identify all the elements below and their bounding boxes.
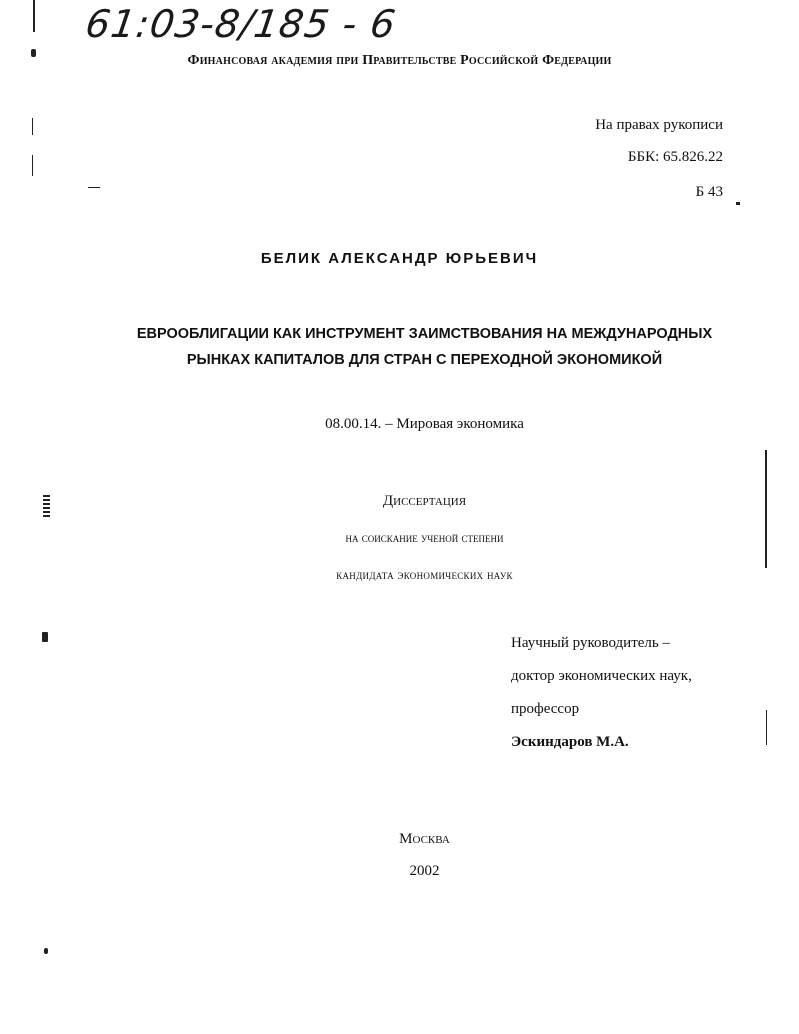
- degree-line-1: на соискание ученой степени: [345, 530, 504, 545]
- scan-mark-left-bottom: [44, 948, 48, 954]
- dissertation-title: [0, 321, 799, 373]
- document-type: Диссертация: [382, 493, 467, 509]
- institution-name: Финансовая академия при Правительстве Российской Федерации: [187, 53, 612, 68]
- title-line-2: РЫНКАХ КАПИТАЛОВ ДЛЯ СТРАН С ПЕРЕХОДНОЙ ЭКОНОМИКОЙ: [186, 352, 663, 368]
- scan-mark-right-line-2: [766, 710, 767, 745]
- scan-mark-dash: [88, 187, 100, 188]
- scan-mark-arrow: [42, 632, 48, 642]
- author-code: Б 43: [695, 184, 723, 200]
- scan-mark-right-line-1: [765, 450, 767, 568]
- bbk-code: ББК: 65.826.22: [627, 149, 723, 165]
- rights-note: На правах рукописи: [595, 117, 723, 133]
- specialty: 08.00.14. – Мировая экономика: [325, 416, 524, 432]
- scan-mark-left-dot: [31, 49, 36, 57]
- degree-line-2: кандидата экономических наук: [336, 567, 513, 582]
- scan-mark-left-binding: [43, 495, 50, 517]
- scan-mark-left-top: [33, 0, 35, 32]
- advisor-title: профессор: [511, 701, 580, 717]
- scan-mark-right-dot: [736, 202, 740, 205]
- scan-mark-left-line-2: [32, 155, 33, 176]
- title-line-1: ЕВРООБЛИГАЦИИ КАК ИНСТРУМЕНТ ЗАИМСТВОВАНИЯ НА МЕЖДУНАРОДНЫХ: [136, 326, 713, 342]
- scan-mark-left-line-1: [32, 118, 33, 135]
- author-name: БЕЛИК АЛЕКСАНДР ЮРЬЕВИЧ: [260, 250, 539, 267]
- advisor-name: Эскиндаров М.А.: [511, 734, 629, 750]
- city: Москва: [399, 831, 450, 847]
- handwritten-catalog-number: 61:03-8/185 - 6: [82, 2, 399, 46]
- advisor-degree: доктор экономических наук,: [511, 668, 692, 684]
- year: 2002: [409, 863, 440, 879]
- advisor-label: Научный руководитель –: [511, 635, 670, 651]
